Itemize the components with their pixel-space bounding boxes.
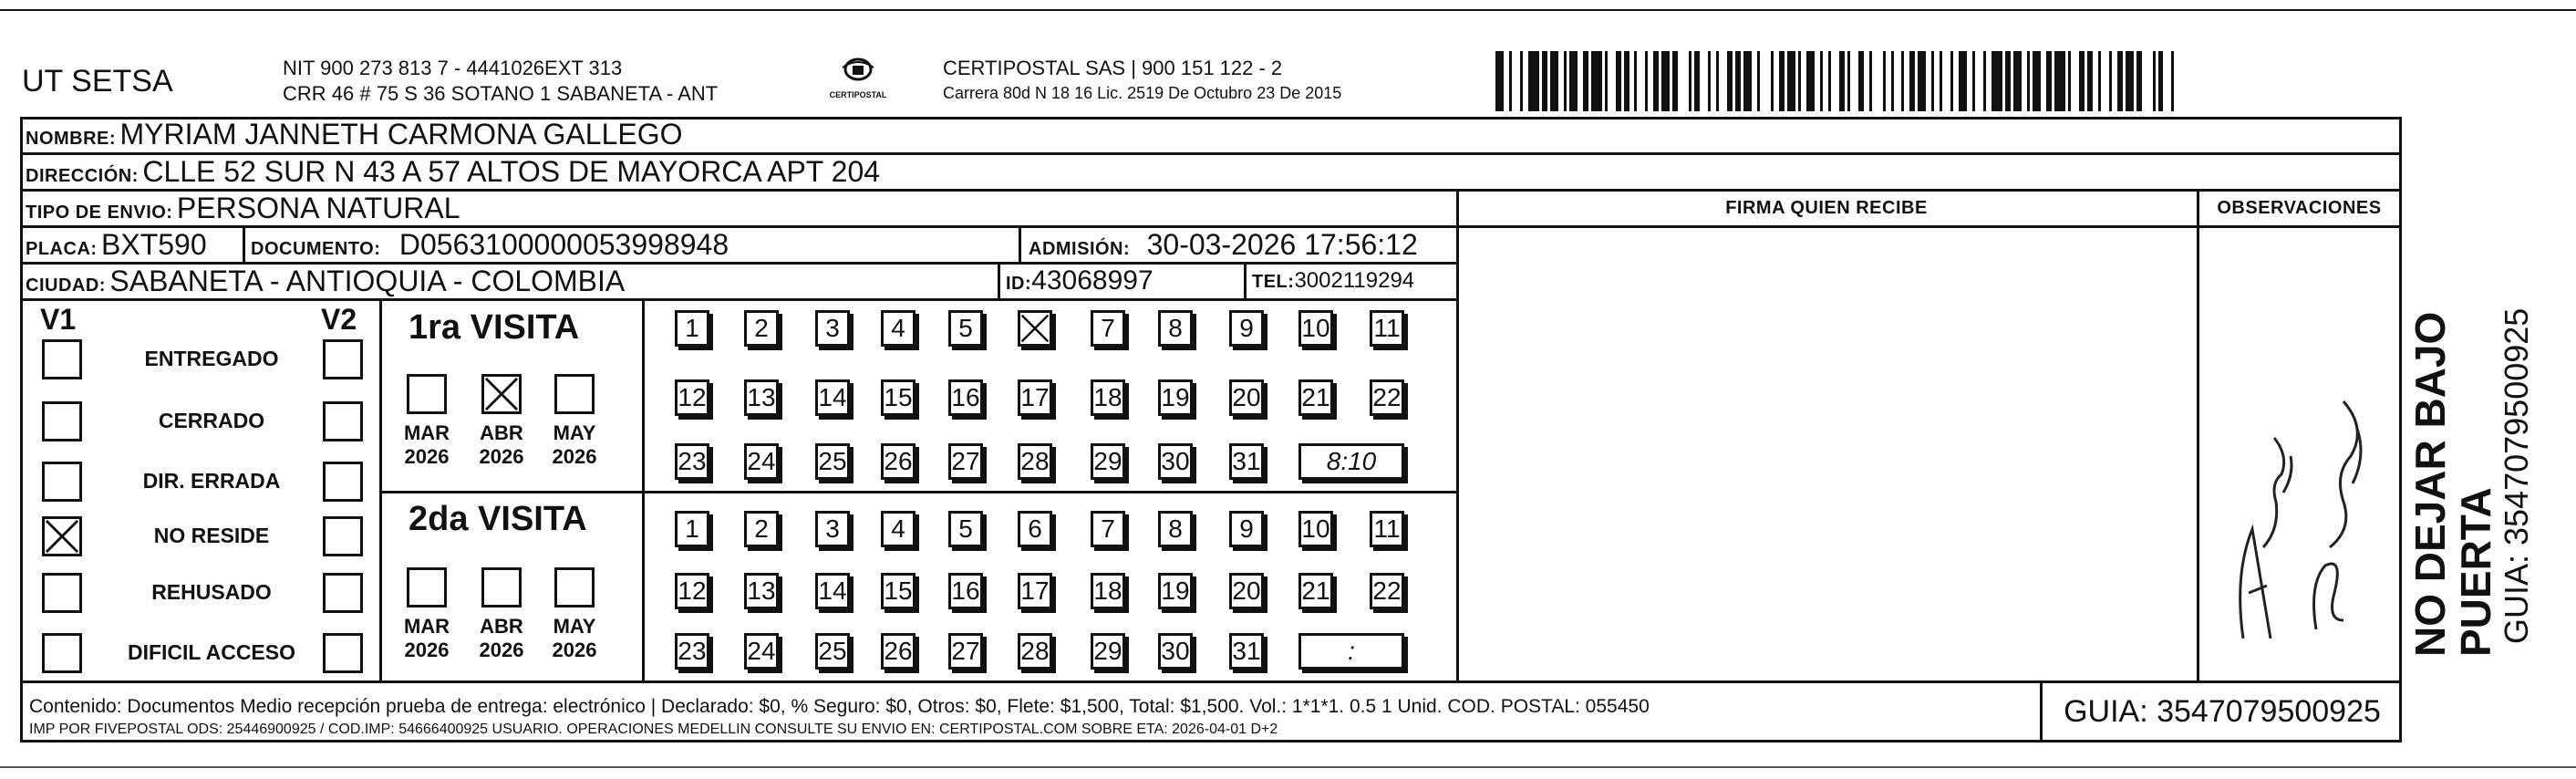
id-value: 43068997	[1031, 265, 1154, 296]
day-checkbox[interactable]: 22	[1370, 379, 1404, 416]
certipostal-logo	[821, 55, 895, 108]
barcode-space	[1700, 51, 1708, 111]
status-label: CERRADO	[158, 409, 265, 432]
ciudad-row	[20, 265, 1456, 301]
footer-guia-text: GUIA: 3547079500925	[2064, 694, 2381, 729]
day-checkbox[interactable]: 18	[1091, 573, 1125, 609]
direccion-row	[20, 155, 2402, 192]
day-checkbox[interactable]: 16	[948, 379, 983, 416]
nombre-value: MYRIAM JANNETH CARMONA GALLEGO	[119, 118, 683, 151]
v2-checkbox[interactable]	[323, 516, 363, 556]
day-checkbox[interactable]: 11	[1370, 511, 1404, 547]
day-checkbox[interactable]: 28	[1018, 443, 1052, 480]
month-checkbox[interactable]	[407, 374, 447, 414]
day-checkbox[interactable]: 21	[1298, 379, 1333, 416]
barcode-bar	[1787, 51, 1795, 111]
v1-checkbox[interactable]	[42, 462, 82, 502]
visit-title-divider	[642, 301, 645, 680]
company-name: UT SETSA	[22, 64, 173, 99]
day-checkbox[interactable]: 1	[675, 511, 709, 547]
barcode-bar	[1918, 51, 1926, 111]
v1-checkbox[interactable]	[42, 516, 82, 556]
firma-label: FIRMA QUIEN RECIBE	[1725, 198, 1928, 218]
day-checkbox[interactable]: 24	[744, 443, 779, 480]
day-checkbox[interactable]: 13	[744, 573, 779, 609]
first-visit-divider	[379, 491, 1456, 493]
documento-value: D0563100000053998948	[398, 228, 729, 261]
barcode-bar	[1661, 51, 1670, 111]
footer	[20, 680, 2402, 743]
day-checkbox[interactable]: 1	[675, 310, 709, 347]
firma-column	[1456, 192, 2197, 680]
certipostal-line-1: CERTIPOSTAL SAS | 900 151 122 - 2	[943, 57, 1283, 79]
day-checkbox[interactable]: 21	[1298, 573, 1333, 609]
v2-checkbox[interactable]	[323, 633, 363, 673]
top-rule	[0, 9, 2576, 11]
status-label: ENTREGADO	[144, 347, 279, 370]
barcode-bar	[1743, 51, 1752, 111]
placa-cell	[26, 228, 207, 267]
month-checkbox[interactable]	[554, 567, 595, 608]
day-checkbox[interactable]: 3	[815, 310, 850, 347]
day-checkbox[interactable]: 9	[1229, 511, 1264, 547]
day-checkbox[interactable]: 17	[1018, 379, 1052, 416]
year-label: 2026	[479, 639, 524, 661]
day-checkbox[interactable]: 19	[1158, 573, 1193, 609]
day-checkbox[interactable]: 30	[1158, 633, 1193, 670]
day-checkbox[interactable]: 27	[948, 443, 983, 480]
id-cell	[998, 265, 1154, 301]
nit-line-2: CRR 46 # 75 S 36 SOTANO 1 SABANETA - ANT	[283, 82, 719, 105]
second-visit-title: 2da VISITA	[409, 500, 587, 538]
id-label: ID:	[1006, 274, 1032, 294]
day-checkbox[interactable]: 27	[948, 633, 983, 670]
documento-label: DOCUMENTO:	[251, 239, 381, 259]
day-checkbox[interactable]: 2	[744, 511, 779, 547]
day-checkbox[interactable]: 4	[881, 310, 916, 347]
month-label: MAY	[553, 615, 596, 638]
day-checkbox[interactable]: 25	[815, 443, 850, 480]
year-label: 2026	[552, 445, 597, 468]
logo-text: CERTIPOSTAL	[829, 90, 887, 99]
day-checkbox[interactable]: 29	[1091, 633, 1125, 670]
documento-cell	[243, 228, 729, 265]
day-checkbox[interactable]: 7	[1091, 310, 1125, 347]
barcode-space	[1894, 51, 1902, 111]
ciudad-cell	[26, 265, 625, 304]
barcode-bar	[2033, 51, 2041, 111]
day-checkbox[interactable]: 8	[1158, 511, 1193, 547]
time-field[interactable]: :	[1298, 633, 1404, 670]
day-checkbox[interactable]: 29	[1091, 443, 1125, 480]
admision-cell	[1019, 228, 1418, 265]
ciudad-value: SABANETA - ANTIOQUIA - COLOMBIA	[109, 265, 626, 297]
day-checkbox[interactable]: 20	[1229, 573, 1264, 609]
barcode-space	[1942, 51, 1950, 111]
month-label: MAY	[553, 421, 596, 444]
day-checkbox[interactable]: 5	[948, 310, 983, 347]
barcode-space	[1678, 51, 1689, 111]
day-checkbox[interactable]: 8	[1158, 310, 1193, 347]
barcode-space	[1975, 51, 1983, 111]
barcode-bar	[1569, 51, 1578, 111]
year-label: 2026	[404, 445, 450, 468]
month-checkbox[interactable]	[554, 374, 595, 414]
barcode-bar	[1495, 51, 1504, 111]
day-checkbox[interactable]: 14	[815, 573, 850, 609]
tipo-row	[20, 192, 1456, 228]
barcode-space	[1850, 51, 1858, 111]
status-label: REHUSADO	[151, 580, 272, 604]
day-checkbox[interactable]: 3	[815, 511, 850, 547]
barcode-bar	[2013, 51, 2022, 111]
tipo-label: TIPO DE ENVIO:	[26, 203, 173, 223]
day-checkbox[interactable]: 15	[881, 379, 916, 416]
v1-checkbox[interactable]	[42, 401, 82, 441]
side-note-line1: NO DEJAR BAJO PUERTA	[2406, 311, 2499, 657]
day-checkbox[interactable]: 28	[1018, 633, 1052, 670]
day-checkbox[interactable]: 4	[881, 511, 916, 547]
status-label: DIR. ERRADA	[142, 469, 281, 493]
day-checkbox[interactable]: 13	[744, 379, 779, 416]
barcode-space	[2101, 51, 2109, 111]
placa-value: BXT590	[101, 228, 207, 261]
time-field[interactable]: 8:10	[1298, 443, 1404, 480]
day-checkbox[interactable]: 30	[1158, 443, 1193, 480]
day-checkbox[interactable]: 2	[744, 310, 779, 347]
day-checkbox[interactable]: 12	[675, 573, 709, 609]
ciudad-label: CIUDAD:	[26, 275, 106, 296]
day-checkbox[interactable]	[1018, 310, 1052, 347]
placa-label: PLACA:	[26, 239, 98, 259]
day-checkbox[interactable]: 26	[881, 633, 916, 670]
barcode-bar	[1591, 51, 1602, 111]
barcode-space	[1760, 51, 1771, 111]
day-checkbox[interactable]: 12	[675, 379, 709, 416]
admision-value: 30-03-2026 17:56:12	[1146, 228, 1418, 261]
month-label: ABR	[480, 615, 523, 638]
day-checkbox[interactable]: 22	[1370, 573, 1404, 609]
logo-icon	[835, 55, 881, 86]
day-checkbox[interactable]: 18	[1091, 379, 1125, 416]
day-checkbox[interactable]: 17	[1018, 573, 1052, 609]
day-checkbox[interactable]: 19	[1158, 379, 1193, 416]
side-note-line2: GUIA: 3547079500925	[2498, 307, 2535, 644]
direccion-label: DIRECCIÓN:	[26, 166, 139, 186]
handwritten-signature	[2207, 347, 2389, 657]
day-checkbox[interactable]: 26	[881, 443, 916, 480]
day-checkbox[interactable]: 15	[881, 573, 916, 609]
day-checkbox[interactable]: 10	[1298, 511, 1333, 547]
barcode-space	[1608, 51, 1616, 111]
side-note	[2407, 146, 2535, 657]
bottom-rule	[0, 766, 2576, 768]
v2-checkbox[interactable]	[323, 573, 363, 613]
year-label: 2026	[479, 445, 524, 468]
barcode-bar	[1528, 51, 1539, 111]
barcode	[1495, 51, 2175, 111]
barcode-space	[1831, 51, 1839, 111]
barcode-space	[2163, 51, 2171, 111]
v2-label: V2	[321, 303, 357, 336]
day-checkbox[interactable]: 14	[815, 379, 850, 416]
tipo-value: PERSONA NATURAL	[176, 192, 460, 224]
footer-guia	[2040, 683, 2402, 743]
observaciones-header	[2197, 192, 2402, 228]
month-label: MAR	[403, 421, 450, 444]
day-checkbox[interactable]: 5	[948, 511, 983, 547]
footer-line1: Contenido: Documentos Medio recepción prueba de entrega: electrónico | Declarado: $0, % Seguro: $0, Otros: $0, Flete: $1,500, Total: $1,500. Vol.: 1*1*1. 0.5 1 Unid. COD. POSTAL: 055450	[29, 696, 1650, 717]
day-checkbox[interactable]: 11	[1370, 310, 1404, 347]
barcode-bar	[2054, 51, 2065, 111]
v1-checkbox[interactable]	[42, 339, 82, 379]
barcode-bar	[1991, 51, 2002, 111]
barcode-bar	[2126, 51, 2134, 111]
status-label: NO RESIDE	[153, 524, 270, 547]
month-label: ABR	[480, 421, 523, 444]
v1-label: V1	[40, 303, 77, 336]
year-label: 2026	[404, 639, 450, 661]
barcode-bar	[1550, 51, 1558, 111]
tel-cell	[1244, 265, 1414, 301]
day-checkbox[interactable]: 6	[1018, 511, 1052, 547]
year-label: 2026	[552, 639, 597, 661]
tel-value: 3002119294	[1294, 268, 1415, 293]
barcode-space	[1637, 51, 1645, 111]
direccion-value: CLLE 52 SUR N 43 A 57 ALTOS DE MAYORCA APT 204	[142, 155, 881, 188]
month-checkbox[interactable]	[407, 567, 447, 608]
day-checkbox[interactable]: 10	[1298, 310, 1333, 347]
barcode-bar	[2171, 51, 2174, 111]
day-checkbox[interactable]: 20	[1229, 379, 1264, 416]
v2-checkbox[interactable]	[323, 401, 363, 441]
v2-checkbox[interactable]	[323, 462, 363, 502]
barcode-bar	[1959, 51, 1967, 111]
placa-row	[20, 228, 1456, 265]
day-checkbox[interactable]: 7	[1091, 511, 1125, 547]
day-checkbox[interactable]: 23	[675, 633, 709, 670]
nombre-row	[20, 117, 2402, 155]
day-checkbox[interactable]: 16	[948, 573, 983, 609]
day-checkbox[interactable]: 31	[1229, 633, 1264, 670]
nombre-label: NOMBRE:	[26, 129, 117, 149]
footer-line2: IMP POR FIVEPOSTAL ODS: 25446900925 / COD.IMP: 54666400925 USUARIO. OPERACIONES MEDELLIN CONSULTE SU ENVIO EN: CERTIPOSTAL.COM SOBRE ETA: 2026-04-01 D+2	[29, 722, 1278, 737]
certipostal-line-2: Carrera 80d N 18 16 Lic. 2519 De Octubro 23 De 2015	[943, 84, 1342, 102]
month-label: MAR	[403, 615, 450, 638]
day-checkbox[interactable]: 25	[815, 633, 850, 670]
admision-label: ADMISIÓN:	[1029, 239, 1131, 259]
barcode-space	[2071, 51, 2079, 111]
day-checkbox[interactable]: 31	[1229, 443, 1264, 480]
nit-line-1: NIT 900 273 813 7 - 4441026EXT 313	[283, 57, 623, 79]
barcode-space	[1719, 51, 1727, 111]
day-checkbox[interactable]: 24	[744, 633, 779, 670]
day-checkbox[interactable]: 9	[1229, 310, 1264, 347]
v2-checkbox[interactable]	[323, 339, 363, 379]
month-checkbox[interactable]	[481, 567, 522, 608]
month-checkbox[interactable]	[481, 374, 522, 414]
observaciones-label: OBSERVACIONES	[2217, 198, 2382, 218]
tel-label: TEL:	[1252, 272, 1295, 292]
barcode-space	[2142, 51, 2153, 111]
v1-checkbox[interactable]	[42, 633, 82, 673]
barcode-bar	[1806, 51, 1815, 111]
firma-header	[1456, 192, 2197, 228]
barcode-space	[1512, 51, 1520, 111]
status-label: DIFICIL ACCESO	[127, 640, 295, 664]
barcode-space	[1872, 51, 1883, 111]
first-visit-title: 1ra VISITA	[409, 308, 580, 347]
day-checkbox[interactable]: 23	[675, 443, 709, 480]
v1-checkbox[interactable]	[42, 573, 82, 613]
